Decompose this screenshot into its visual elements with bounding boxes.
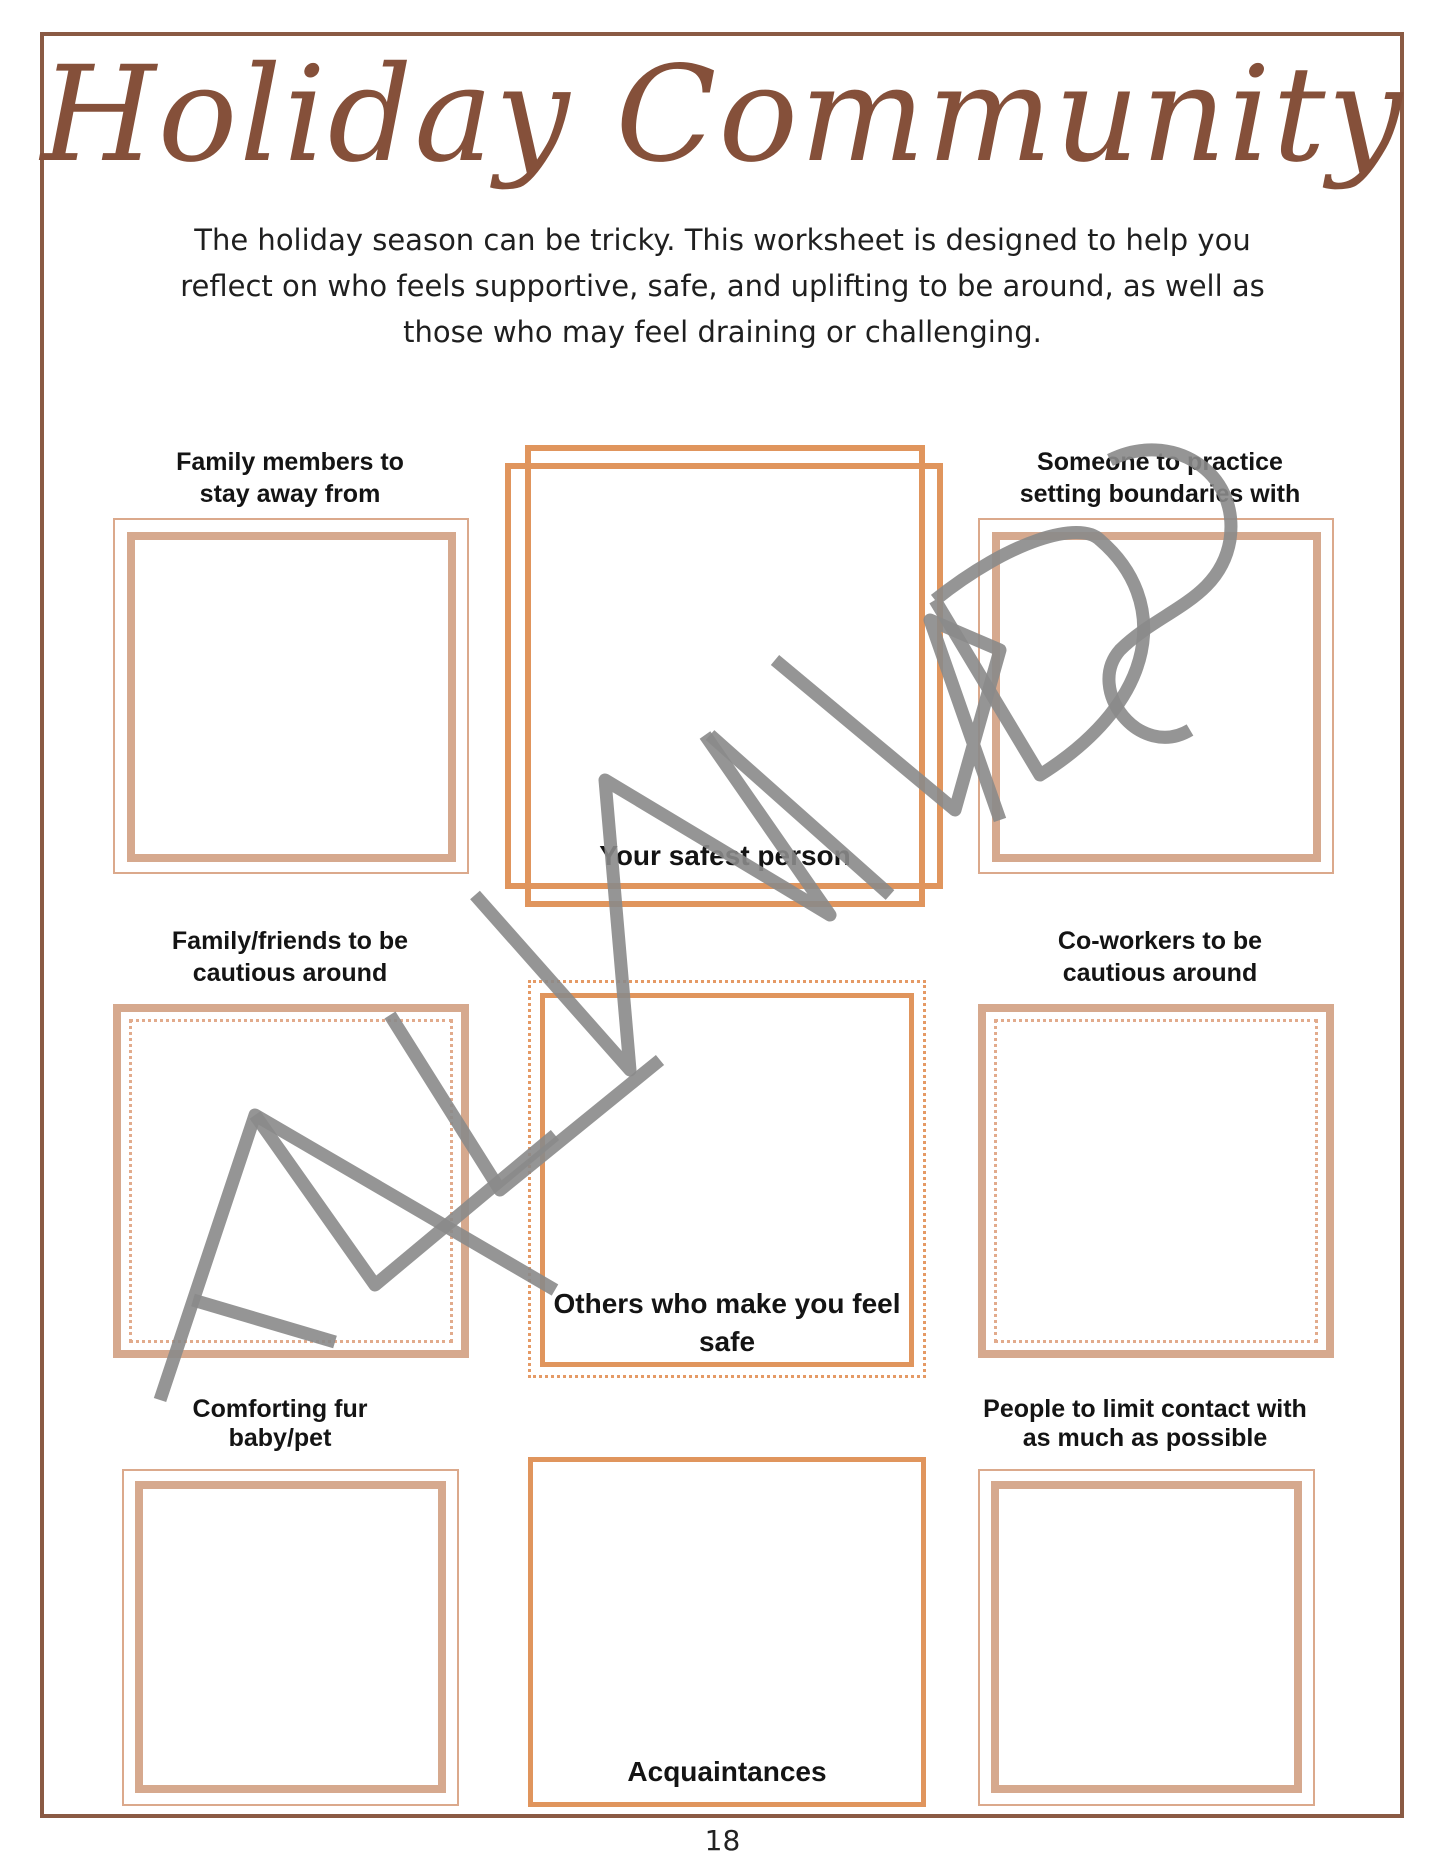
box-acquaintances[interactable] — [528, 1457, 926, 1807]
label-others-safe: Others who make you feel safe — [553, 1288, 901, 1357]
label-pet: Comforting fur baby/pet — [192, 1395, 368, 1452]
label-boundaries: Someone to practice setting boundaries with — [1019, 448, 1301, 508]
box-family-cautious-stars — [129, 1019, 453, 1343]
label-coworkers-cautious: Co-workers to be cautious around — [1057, 927, 1263, 987]
box-coworkers-cautious-stars — [994, 1019, 1318, 1343]
box-safest-person-front[interactable] — [505, 463, 943, 889]
page-title: Holiday Community — [40, 38, 1405, 192]
box-family-stay-away-inner[interactable] — [127, 532, 456, 862]
label-safest-person: Your safest person — [599, 840, 851, 871]
box-boundaries-inner[interactable] — [992, 532, 1321, 862]
page-number: 18 — [704, 1824, 741, 1857]
box-limit-contact-inner[interactable] — [991, 1481, 1302, 1793]
label-family-stay-away: Family members to stay away from — [176, 448, 404, 508]
label-family-cautious: Family/friends to be cautious around — [171, 927, 409, 987]
label-limit-contact: People to limit contact with as much as possible — [983, 1395, 1307, 1452]
box-pet-inner[interactable] — [135, 1481, 446, 1793]
label-acquaintances: Acquaintances — [627, 1756, 827, 1787]
intro-text: The holiday season can be tricky. This worksheet is designed to help you reflect on who feels supportive, safe, and uplifting to be around, as well as those who may feel draining or challenging. — [180, 223, 1265, 349]
